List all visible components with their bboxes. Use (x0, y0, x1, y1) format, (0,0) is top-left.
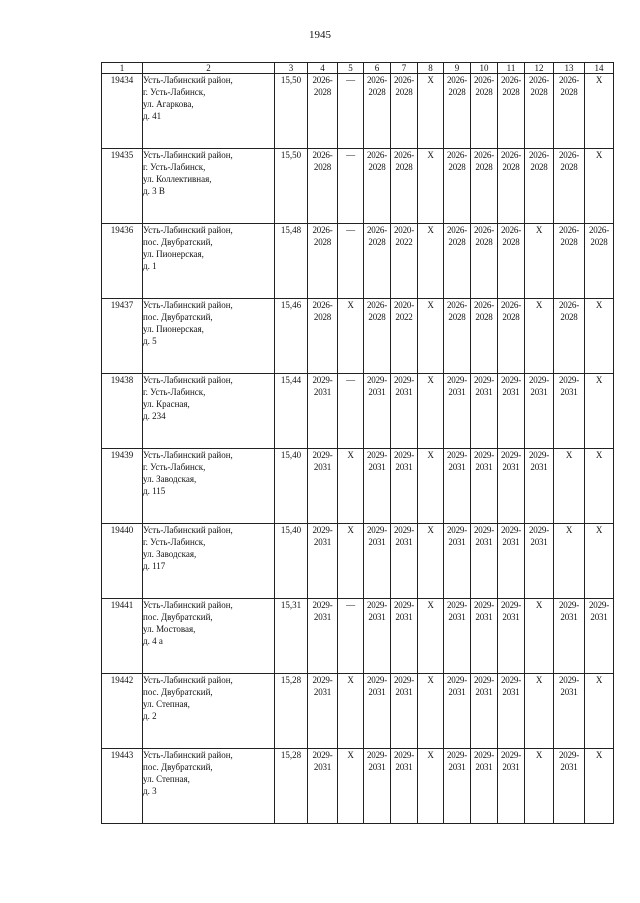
x-mark-cell: X (585, 299, 614, 374)
period-cell: 2029- 2031 (554, 674, 585, 749)
x-mark-cell: X (585, 749, 614, 824)
period-cell: 2029- 2031 (444, 749, 471, 824)
table-row (102, 674, 614, 749)
address-line: Усть-Лабинский район, (143, 300, 233, 310)
period-cell: 2029- 2031 (364, 599, 391, 674)
x-mark-cell: X (585, 524, 614, 599)
row-number: 19442 (102, 674, 143, 749)
period-cell: 2026- 2028 (471, 224, 498, 299)
address-line: д. 2 (143, 711, 157, 721)
row-number: 19443 (102, 749, 143, 824)
x-mark-cell: X (418, 674, 444, 749)
x-mark-cell: X (418, 374, 444, 449)
dash-cell: — (338, 74, 364, 149)
address-line: Усть-Лабинский район, (143, 750, 233, 760)
address-line: г. Усть-Лабинск, (143, 462, 206, 472)
period-cell: 2026- 2028 (498, 224, 525, 299)
row-number: 19439 (102, 449, 143, 524)
address-line: д. 1 (143, 261, 157, 271)
column-header: 9 (444, 63, 471, 74)
x-mark-cell: X (585, 374, 614, 449)
period-cell: 2026- 2028 (391, 74, 418, 149)
address-line: ул. Пионерская, (143, 249, 204, 259)
column-header: 6 (364, 63, 391, 74)
address-line: д. 41 (143, 111, 162, 121)
address-line: Усть-Лабинский район, (143, 225, 233, 235)
page-number: 1945 (309, 29, 331, 41)
x-mark-cell: X (585, 449, 614, 524)
period-cell: 2029- 2031 (471, 524, 498, 599)
column-header: 10 (471, 63, 498, 74)
period-cell: 2029- 2031 (498, 749, 525, 824)
area-value: 15,48 (275, 224, 308, 299)
x-mark-cell: X (554, 524, 585, 599)
area-value: 15,40 (275, 449, 308, 524)
period-cell: 2029- 2031 (391, 374, 418, 449)
column-header: 4 (308, 63, 338, 74)
address-line: Усть-Лабинский район, (143, 150, 233, 160)
period-cell: 2026- 2028 (444, 74, 471, 149)
period-cell: 2029- 2031 (391, 599, 418, 674)
address-line: ул. Степная, (143, 699, 190, 709)
column-header: 12 (525, 63, 554, 74)
period-cell: 2029- 2031 (444, 524, 471, 599)
address-line: Усть-Лабинский район, (143, 525, 233, 535)
period-cell: 2026- 2028 (498, 149, 525, 224)
address-line: д. 3 В (143, 186, 165, 196)
x-mark-cell: X (418, 749, 444, 824)
address-line: г. Усть-Лабинск, (143, 387, 206, 397)
period-cell: 2029- 2031 (498, 374, 525, 449)
table-row (102, 299, 614, 374)
period-cell: 2029- 2031 (391, 449, 418, 524)
period-cell: 2026- 2028 (308, 149, 338, 224)
period-cell: 2029- 2031 (364, 524, 391, 599)
table-row (102, 524, 614, 599)
period-cell: 2029- 2031 (391, 524, 418, 599)
period-cell: 2026- 2028 (444, 149, 471, 224)
period-cell: 2029- 2031 (364, 749, 391, 824)
dash-cell: — (338, 599, 364, 674)
address-cell (143, 299, 275, 374)
address-line: ул. Пионерская, (143, 324, 204, 334)
x-mark-cell: X (525, 749, 554, 824)
period-cell: 2026- 2028 (364, 299, 391, 374)
period-cell: 2026- 2028 (444, 224, 471, 299)
x-mark-cell: X (554, 449, 585, 524)
period-cell: 2029- 2031 (471, 674, 498, 749)
table-row (102, 224, 614, 299)
registry-table (101, 62, 614, 824)
dash-cell: — (338, 374, 364, 449)
address-cell (143, 749, 275, 824)
address-cell (143, 599, 275, 674)
address-cell (143, 674, 275, 749)
period-cell: 2029- 2031 (498, 524, 525, 599)
x-mark-cell: X (418, 449, 444, 524)
table-body (102, 74, 614, 824)
period-cell: 2029- 2031 (525, 449, 554, 524)
period-cell: 2029- 2031 (585, 599, 614, 674)
address-line: ул. Заводская, (143, 549, 197, 559)
address-line: Усть-Лабинский район, (143, 450, 233, 460)
x-mark-cell: X (338, 299, 364, 374)
address-line: пос. Двубратский, (143, 762, 213, 772)
period-cell: 2029- 2031 (525, 374, 554, 449)
address-line: пос. Двубратский, (143, 312, 213, 322)
period-cell: 2026- 2028 (308, 299, 338, 374)
header-row (102, 63, 614, 74)
period-cell: 2029- 2031 (498, 449, 525, 524)
address-line: г. Усть-Лабинск, (143, 537, 206, 547)
x-mark-cell: X (418, 299, 444, 374)
period-cell: 2029- 2031 (308, 449, 338, 524)
area-value: 15,50 (275, 149, 308, 224)
address-cell (143, 374, 275, 449)
period-cell: 2029- 2031 (444, 599, 471, 674)
address-line: ул. Коллективная, (143, 174, 212, 184)
address-line: г. Усть-Лабинск, (143, 162, 206, 172)
period-cell: 2029- 2031 (444, 374, 471, 449)
area-value: 15,28 (275, 674, 308, 749)
period-cell: 2029- 2031 (444, 674, 471, 749)
column-header: 7 (391, 63, 418, 74)
column-header: 8 (418, 63, 444, 74)
area-value: 15,28 (275, 749, 308, 824)
period-cell: 2020- 2022 (391, 299, 418, 374)
table-row (102, 74, 614, 149)
table-row (102, 749, 614, 824)
period-cell: 2026- 2028 (525, 74, 554, 149)
period-cell: 2026- 2028 (498, 299, 525, 374)
period-cell: 2029- 2031 (554, 599, 585, 674)
column-header: 14 (585, 63, 614, 74)
address-line: д. 4 а (143, 636, 163, 646)
period-cell: 2026- 2028 (364, 74, 391, 149)
period-cell: 2029- 2031 (364, 374, 391, 449)
address-line: пос. Двубратский, (143, 612, 213, 622)
period-cell: 2029- 2031 (471, 599, 498, 674)
period-cell: 2029- 2031 (444, 449, 471, 524)
area-value: 15,46 (275, 299, 308, 374)
x-mark-cell: X (338, 674, 364, 749)
period-cell: 2029- 2031 (364, 674, 391, 749)
address-line: д. 117 (143, 561, 166, 571)
period-cell: 2029- 2031 (308, 524, 338, 599)
address-line: Усть-Лабинский район, (143, 75, 233, 85)
period-cell: 2026- 2028 (471, 299, 498, 374)
period-cell: 2029- 2031 (471, 749, 498, 824)
table-row (102, 449, 614, 524)
x-mark-cell: X (585, 74, 614, 149)
dash-cell: — (338, 149, 364, 224)
address-cell (143, 74, 275, 149)
column-header: 5 (338, 63, 364, 74)
row-number: 19440 (102, 524, 143, 599)
address-line: г. Усть-Лабинск, (143, 87, 206, 97)
period-cell: 2026- 2028 (391, 149, 418, 224)
period-cell: 2029- 2031 (391, 749, 418, 824)
x-mark-cell: X (525, 674, 554, 749)
address-line: пос. Двубратский, (143, 237, 213, 247)
x-mark-cell: X (338, 449, 364, 524)
x-mark-cell: X (525, 599, 554, 674)
address-line: Усть-Лабинский район, (143, 600, 233, 610)
row-number: 19441 (102, 599, 143, 674)
x-mark-cell: X (418, 149, 444, 224)
period-cell: 2026- 2028 (525, 149, 554, 224)
address-line: д. 5 (143, 336, 157, 346)
column-header: 13 (554, 63, 585, 74)
dash-cell: — (338, 224, 364, 299)
address-cell (143, 449, 275, 524)
period-cell: 2029- 2031 (498, 674, 525, 749)
address-line: пос. Двубратский, (143, 687, 213, 697)
address-line: ул. Мостовая, (143, 624, 196, 634)
x-mark-cell: X (338, 749, 364, 824)
address-line: д. 115 (143, 486, 166, 496)
period-cell: 2026- 2028 (554, 299, 585, 374)
address-line: ул. Степная, (143, 774, 190, 784)
period-cell: 2029- 2031 (554, 749, 585, 824)
x-mark-cell: X (525, 299, 554, 374)
period-cell: 2026- 2028 (498, 74, 525, 149)
period-cell: 2026- 2028 (554, 149, 585, 224)
column-header: 3 (275, 63, 308, 74)
period-cell: 2026- 2028 (585, 224, 614, 299)
address-line: д. 3 (143, 786, 157, 796)
address-cell (143, 224, 275, 299)
period-cell: 2029- 2031 (308, 749, 338, 824)
period-cell: 2029- 2031 (525, 524, 554, 599)
area-value: 15,50 (275, 74, 308, 149)
period-cell: 2026- 2028 (471, 74, 498, 149)
period-cell: 2029- 2031 (554, 374, 585, 449)
period-cell: 2026- 2028 (471, 149, 498, 224)
period-cell: 2026- 2028 (444, 299, 471, 374)
x-mark-cell: X (585, 674, 614, 749)
period-cell: 2029- 2031 (308, 674, 338, 749)
x-mark-cell: X (418, 74, 444, 149)
address-line: ул. Заводская, (143, 474, 197, 484)
period-cell: 2026- 2028 (364, 224, 391, 299)
period-cell: 2026- 2028 (554, 74, 585, 149)
column-header: 11 (498, 63, 525, 74)
x-mark-cell: X (338, 524, 364, 599)
table-row (102, 374, 614, 449)
column-header: 1 (102, 63, 143, 74)
area-value: 15,40 (275, 524, 308, 599)
address-line: Усть-Лабинский район, (143, 675, 233, 685)
address-line: Усть-Лабинский район, (143, 375, 233, 385)
address-line: д. 234 (143, 411, 166, 421)
period-cell: 2026- 2028 (364, 149, 391, 224)
period-cell: 2029- 2031 (471, 374, 498, 449)
x-mark-cell: X (418, 599, 444, 674)
row-number: 19436 (102, 224, 143, 299)
period-cell: 2029- 2031 (308, 599, 338, 674)
address-line: ул. Агаркова, (143, 99, 194, 109)
period-cell: 2026- 2028 (308, 224, 338, 299)
period-cell: 2029- 2031 (308, 374, 338, 449)
x-mark-cell: X (585, 149, 614, 224)
period-cell: 2026- 2028 (554, 224, 585, 299)
table-row (102, 149, 614, 224)
period-cell: 2026- 2028 (308, 74, 338, 149)
area-value: 15,31 (275, 599, 308, 674)
period-cell: 2029- 2031 (471, 449, 498, 524)
address-line: ул. Красная, (143, 399, 190, 409)
address-cell (143, 524, 275, 599)
row-number: 19437 (102, 299, 143, 374)
period-cell: 2029- 2031 (364, 449, 391, 524)
row-number: 19435 (102, 149, 143, 224)
period-cell: 2029- 2031 (391, 674, 418, 749)
row-number: 19434 (102, 74, 143, 149)
area-value: 15,44 (275, 374, 308, 449)
x-mark-cell: X (418, 224, 444, 299)
x-mark-cell: X (525, 224, 554, 299)
row-number: 19438 (102, 374, 143, 449)
address-cell (143, 149, 275, 224)
column-header: 2 (143, 63, 275, 74)
table-row (102, 599, 614, 674)
period-cell: 2029- 2031 (498, 599, 525, 674)
period-cell: 2020- 2022 (391, 224, 418, 299)
x-mark-cell: X (418, 524, 444, 599)
